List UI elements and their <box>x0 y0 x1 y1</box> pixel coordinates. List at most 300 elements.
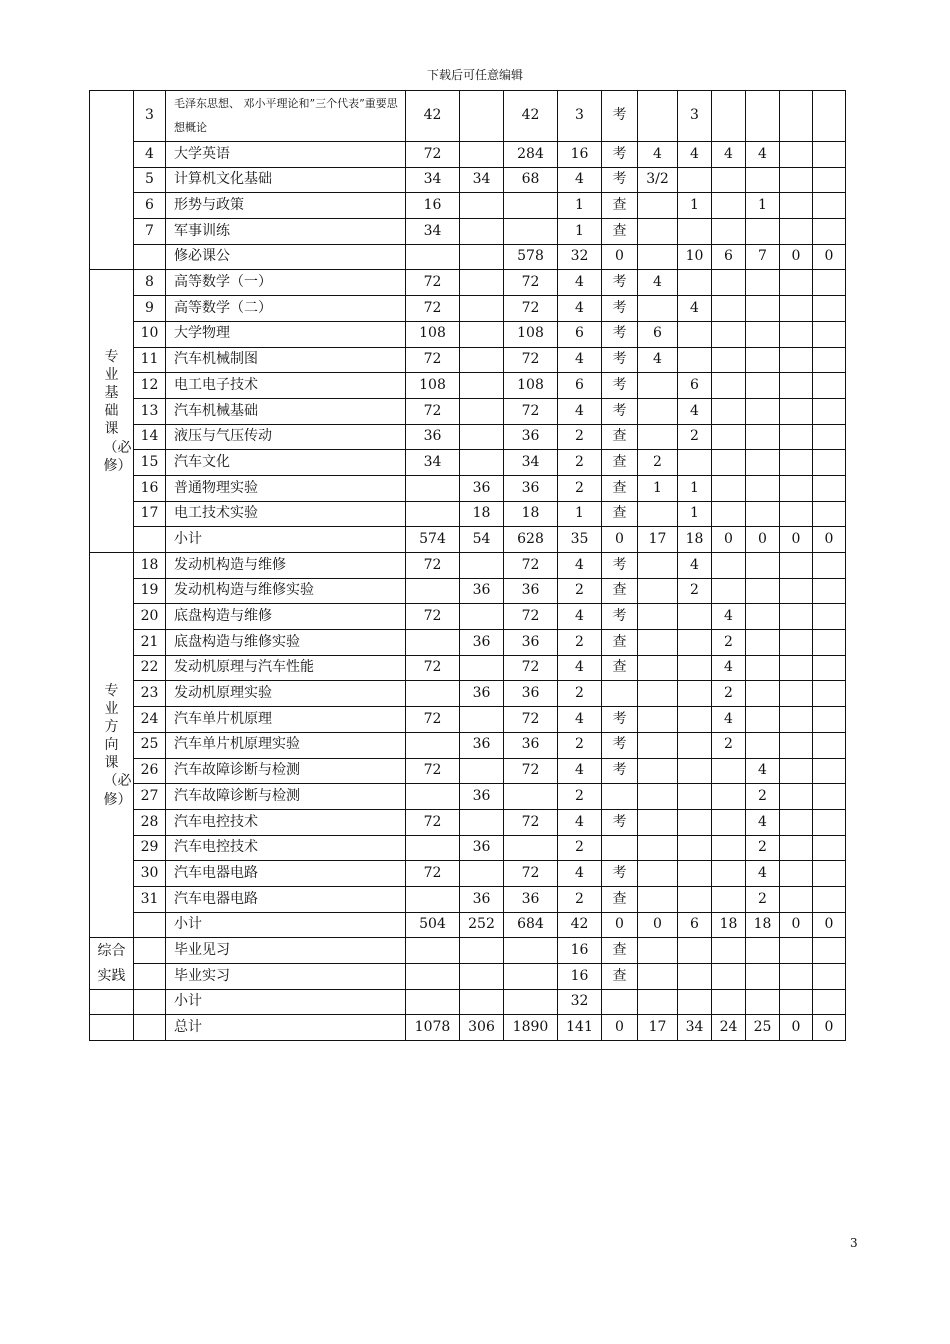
table-row <box>90 167 846 193</box>
row-number <box>134 938 166 964</box>
cell-s1 <box>638 809 678 835</box>
cell-practice <box>460 604 504 630</box>
cell-s2 <box>678 784 712 810</box>
cell-lecture <box>406 475 460 501</box>
cell-s1 <box>638 604 678 630</box>
cell-s2: 1 <box>678 501 712 527</box>
cell-lecture: 72 <box>406 398 460 424</box>
row-number: 25 <box>134 732 166 758</box>
cell-assess: 考 <box>602 91 638 142</box>
course-name: 汽车单片机原理 <box>166 707 406 733</box>
course-name: 汽车故障诊断与检测 <box>166 758 406 784</box>
category-cell: 综合实践 <box>90 938 134 989</box>
cell-practice: 36 <box>460 578 504 604</box>
cell-total: 684 <box>504 912 558 938</box>
row-number: 21 <box>134 630 166 656</box>
cell-s6 <box>813 398 846 424</box>
row-number: 19 <box>134 578 166 604</box>
cell-lecture <box>406 989 460 1015</box>
table-row <box>90 655 846 681</box>
cell-practice <box>460 219 504 245</box>
cell-lecture: 72 <box>406 296 460 322</box>
cell-s6 <box>813 373 846 399</box>
cell-s2: 34 <box>678 1015 712 1041</box>
course-name: 高等数学（一） <box>166 270 406 296</box>
course-name: 液压与气压传动 <box>166 424 406 450</box>
row-number: 27 <box>134 784 166 810</box>
cell-assess: 0 <box>602 527 638 553</box>
cell-practice <box>460 861 504 887</box>
cell-credit: 2 <box>558 424 602 450</box>
category-label: 专业基础课（必修） <box>103 348 132 474</box>
cell-credit: 4 <box>558 861 602 887</box>
cell-total <box>504 964 558 990</box>
cell-s5 <box>780 604 813 630</box>
cell-s2 <box>678 809 712 835</box>
cell-s1 <box>638 630 678 656</box>
row-number: 7 <box>134 219 166 245</box>
cell-practice <box>460 270 504 296</box>
cell-total: 36 <box>504 681 558 707</box>
cell-s2: 4 <box>678 553 712 579</box>
cell-s5 <box>780 142 813 168</box>
cell-assess: 考 <box>602 707 638 733</box>
cell-assess <box>602 784 638 810</box>
cell-s2 <box>678 630 712 656</box>
cell-s6 <box>813 989 846 1015</box>
cell-s2: 1 <box>678 475 712 501</box>
cell-lecture <box>406 501 460 527</box>
row-number: 5 <box>134 167 166 193</box>
cell-assess: 查 <box>602 938 638 964</box>
cell-s3 <box>712 347 746 373</box>
cell-s2 <box>678 681 712 707</box>
cell-lecture: 72 <box>406 707 460 733</box>
cell-practice: 36 <box>460 886 504 912</box>
cell-assess: 查 <box>602 475 638 501</box>
row-number: 30 <box>134 861 166 887</box>
cell-credit: 3 <box>558 91 602 142</box>
cell-s3: 4 <box>712 142 746 168</box>
cell-s2 <box>678 938 712 964</box>
cell-lecture <box>406 681 460 707</box>
cell-s1 <box>638 861 678 887</box>
cell-s1: 4 <box>638 142 678 168</box>
cell-lecture: 72 <box>406 270 460 296</box>
cell-total: 578 <box>504 244 558 270</box>
cell-s6 <box>813 835 846 861</box>
cell-s1: 17 <box>638 527 678 553</box>
row-number: 28 <box>134 809 166 835</box>
cell-s1 <box>638 784 678 810</box>
cell-practice: 36 <box>460 784 504 810</box>
cell-s1 <box>638 835 678 861</box>
cell-assess: 考 <box>602 809 638 835</box>
cell-credit: 1 <box>558 219 602 245</box>
table-row <box>90 450 846 476</box>
cell-lecture <box>406 886 460 912</box>
cell-practice: 36 <box>460 475 504 501</box>
cell-s6 <box>813 655 846 681</box>
cell-s4 <box>746 681 780 707</box>
row-number: 10 <box>134 321 166 347</box>
cell-total: 36 <box>504 886 558 912</box>
row-number: 31 <box>134 886 166 912</box>
cell-total: 42 <box>504 91 558 142</box>
row-number: 14 <box>134 424 166 450</box>
course-name: 计算机文化基础 <box>166 167 406 193</box>
table-row <box>90 938 846 964</box>
cell-s6 <box>813 501 846 527</box>
cell-s6 <box>813 758 846 784</box>
cell-practice <box>460 193 504 219</box>
cell-practice <box>460 809 504 835</box>
cell-s4 <box>746 707 780 733</box>
cell-assess: 考 <box>602 553 638 579</box>
cell-s5 <box>780 91 813 142</box>
cell-s6 <box>813 424 846 450</box>
cell-credit: 4 <box>558 707 602 733</box>
cell-assess: 查 <box>602 219 638 245</box>
cell-s5 <box>780 732 813 758</box>
cell-practice <box>460 758 504 784</box>
cell-practice: 36 <box>460 732 504 758</box>
cell-s1 <box>638 91 678 142</box>
row-number <box>134 912 166 938</box>
cell-s2 <box>678 861 712 887</box>
empty-cell <box>134 989 166 1015</box>
cell-lecture: 72 <box>406 809 460 835</box>
cell-practice <box>460 373 504 399</box>
row-number: 9 <box>134 296 166 322</box>
cell-practice: 36 <box>460 630 504 656</box>
cell-s4 <box>746 553 780 579</box>
cell-s1 <box>638 424 678 450</box>
cell-lecture: 72 <box>406 347 460 373</box>
cell-s6 <box>813 475 846 501</box>
cell-credit: 16 <box>558 964 602 990</box>
cell-s5 <box>780 193 813 219</box>
table-row <box>90 296 846 322</box>
cell-s6 <box>813 321 846 347</box>
cell-s5 <box>780 450 813 476</box>
cell-assess: 考 <box>602 758 638 784</box>
table-row <box>90 784 846 810</box>
cell-s4 <box>746 373 780 399</box>
cell-s5 <box>780 989 813 1015</box>
row-number <box>134 964 166 990</box>
cell-lecture: 574 <box>406 527 460 553</box>
category-cell <box>90 91 134 270</box>
table-row <box>90 964 846 990</box>
cell-s4 <box>746 604 780 630</box>
cell-credit: 16 <box>558 142 602 168</box>
cell-assess: 查 <box>602 450 638 476</box>
cell-s3 <box>712 938 746 964</box>
cell-s1 <box>638 655 678 681</box>
table-row <box>90 604 846 630</box>
cell-s5 <box>780 630 813 656</box>
course-name: 汽车电控技术 <box>166 809 406 835</box>
cell-practice <box>460 938 504 964</box>
cell-s2: 6 <box>678 912 712 938</box>
course-name: 汽车文化 <box>166 450 406 476</box>
table-row <box>90 578 846 604</box>
empty-cell <box>90 1015 134 1041</box>
course-name: 汽车电器电路 <box>166 886 406 912</box>
cell-practice: 252 <box>460 912 504 938</box>
cell-s2 <box>678 604 712 630</box>
cell-assess: 查 <box>602 424 638 450</box>
page-number: 3 <box>850 1236 858 1250</box>
course-name: 形势与政策 <box>166 193 406 219</box>
cell-credit: 2 <box>558 578 602 604</box>
course-name: 高等数学（二） <box>166 296 406 322</box>
row-number: 18 <box>134 553 166 579</box>
cell-s4: 1 <box>746 193 780 219</box>
cell-total: 628 <box>504 527 558 553</box>
cell-s3: 18 <box>712 912 746 938</box>
cell-s2 <box>678 321 712 347</box>
course-name: 汽车电器电路 <box>166 861 406 887</box>
row-number <box>134 244 166 270</box>
cell-total: 72 <box>504 347 558 373</box>
cell-s1 <box>638 398 678 424</box>
cell-s5 <box>780 655 813 681</box>
course-name: 发动机构造与维修 <box>166 553 406 579</box>
cell-assess: 考 <box>602 142 638 168</box>
cell-lecture <box>406 630 460 656</box>
cell-s5 <box>780 835 813 861</box>
cell-s1 <box>638 578 678 604</box>
course-name: 汽车电控技术 <box>166 835 406 861</box>
cell-s4: 18 <box>746 912 780 938</box>
cell-lecture: 72 <box>406 758 460 784</box>
cell-s5 <box>780 475 813 501</box>
cell-s3 <box>712 989 746 1015</box>
cell-s3 <box>712 321 746 347</box>
cell-total: 34 <box>504 450 558 476</box>
cell-practice: 36 <box>460 835 504 861</box>
cell-s1: 4 <box>638 270 678 296</box>
cell-lecture: 34 <box>406 219 460 245</box>
cell-s1 <box>638 964 678 990</box>
cell-s2 <box>678 886 712 912</box>
course-name: 毕业见习 <box>166 938 406 964</box>
cell-practice: 34 <box>460 167 504 193</box>
cell-assess: 考 <box>602 167 638 193</box>
cell-total: 36 <box>504 630 558 656</box>
cell-s3: 4 <box>712 604 746 630</box>
cell-practice: 306 <box>460 1015 504 1041</box>
cell-s2 <box>678 270 712 296</box>
cell-assess: 考 <box>602 296 638 322</box>
cell-s3 <box>712 424 746 450</box>
cell-s4 <box>746 964 780 990</box>
cell-s3 <box>712 835 746 861</box>
cell-s1 <box>638 707 678 733</box>
cell-practice <box>460 142 504 168</box>
cell-credit: 2 <box>558 630 602 656</box>
cell-s6 <box>813 193 846 219</box>
row-number: 16 <box>134 475 166 501</box>
cell-s6 <box>813 142 846 168</box>
cell-total: 108 <box>504 321 558 347</box>
cell-s1 <box>638 373 678 399</box>
cell-credit: 42 <box>558 912 602 938</box>
page-header: 下载后可任意编辑 <box>426 68 523 82</box>
cell-s6: 0 <box>813 244 846 270</box>
cell-s4 <box>746 501 780 527</box>
cell-s3 <box>712 475 746 501</box>
cell-s3 <box>712 501 746 527</box>
cell-s5 <box>780 707 813 733</box>
course-name: 电工电子技术 <box>166 373 406 399</box>
cell-credit: 4 <box>558 758 602 784</box>
cell-total: 72 <box>504 758 558 784</box>
cell-s5 <box>780 964 813 990</box>
cell-s6: 0 <box>813 527 846 553</box>
course-name: 发动机原理与汽车性能 <box>166 655 406 681</box>
cell-s4 <box>746 219 780 245</box>
cell-s4: 2 <box>746 886 780 912</box>
cell-total <box>504 835 558 861</box>
cell-s1: 0 <box>638 912 678 938</box>
cell-total: 36 <box>504 424 558 450</box>
cell-s4 <box>746 424 780 450</box>
cell-total: 72 <box>504 707 558 733</box>
cell-practice <box>460 964 504 990</box>
row-number: 29 <box>134 835 166 861</box>
course-name: 发动机原理实验 <box>166 681 406 707</box>
table-row <box>90 398 846 424</box>
cell-s5 <box>780 938 813 964</box>
table-row <box>90 219 846 245</box>
cell-s6: 0 <box>813 1015 846 1041</box>
cell-s4 <box>746 732 780 758</box>
cell-lecture: 16 <box>406 193 460 219</box>
cell-s4: 4 <box>746 142 780 168</box>
cell-assess: 考 <box>602 732 638 758</box>
table-row <box>90 142 846 168</box>
cell-s5 <box>780 758 813 784</box>
cell-s2 <box>678 347 712 373</box>
cell-s3 <box>712 373 746 399</box>
row-number: 13 <box>134 398 166 424</box>
course-name: 军事训练 <box>166 219 406 245</box>
cell-s2: 4 <box>678 398 712 424</box>
cell-s3: 6 <box>712 244 746 270</box>
cell-s5: 0 <box>780 1015 813 1041</box>
cell-total: 36 <box>504 578 558 604</box>
cell-assess: 考 <box>602 398 638 424</box>
cell-s4 <box>746 938 780 964</box>
cell-s3: 0 <box>712 527 746 553</box>
cell-assess: 查 <box>602 886 638 912</box>
cell-total: 18 <box>504 501 558 527</box>
cell-s3 <box>712 219 746 245</box>
cell-assess: 考 <box>602 861 638 887</box>
table-row <box>90 91 846 142</box>
course-name: 毛泽东思想、 邓小平理论和”三个代表”重要思想概论 <box>166 91 406 142</box>
row-number: 11 <box>134 347 166 373</box>
cell-total: 72 <box>504 809 558 835</box>
cell-s4: 7 <box>746 244 780 270</box>
cell-s4 <box>746 475 780 501</box>
cell-s1: 3/2 <box>638 167 678 193</box>
cell-assess: 查 <box>602 501 638 527</box>
cell-s1 <box>638 681 678 707</box>
cell-s3 <box>712 296 746 322</box>
course-name: 毕业实习 <box>166 964 406 990</box>
cell-s6 <box>813 732 846 758</box>
cell-s4 <box>746 347 780 373</box>
cell-assess: 考 <box>602 321 638 347</box>
cell-credit: 2 <box>558 835 602 861</box>
cell-lecture: 72 <box>406 655 460 681</box>
cell-s5: 0 <box>780 912 813 938</box>
table-row <box>90 912 846 938</box>
cell-s5 <box>780 861 813 887</box>
table-row <box>90 630 846 656</box>
cell-s2: 18 <box>678 527 712 553</box>
practice-subtotal-row <box>90 989 846 1015</box>
cell-s5 <box>780 167 813 193</box>
total-label: 总计 <box>166 1015 406 1041</box>
cell-credit: 4 <box>558 604 602 630</box>
cell-total <box>504 193 558 219</box>
cell-s3 <box>712 578 746 604</box>
cell-lecture: 72 <box>406 861 460 887</box>
cell-s6 <box>813 707 846 733</box>
course-name: 电工技术实验 <box>166 501 406 527</box>
cell-s6 <box>813 938 846 964</box>
cell-lecture: 108 <box>406 373 460 399</box>
cell-lecture: 34 <box>406 450 460 476</box>
cell-practice <box>460 989 504 1015</box>
course-name: 大学物理 <box>166 321 406 347</box>
course-name: 汽车机械制图 <box>166 347 406 373</box>
cell-lecture <box>406 578 460 604</box>
cell-s2: 10 <box>678 244 712 270</box>
cell-s2 <box>678 732 712 758</box>
cell-s1 <box>638 758 678 784</box>
row-number <box>134 527 166 553</box>
cell-s2: 4 <box>678 296 712 322</box>
cell-credit: 4 <box>558 347 602 373</box>
cell-lecture: 34 <box>406 167 460 193</box>
cell-s4 <box>746 655 780 681</box>
cell-practice <box>460 244 504 270</box>
cell-s2 <box>678 758 712 784</box>
cell-assess <box>602 989 638 1015</box>
cell-assess: 查 <box>602 578 638 604</box>
cell-total: 72 <box>504 655 558 681</box>
cell-s3: 4 <box>712 655 746 681</box>
cell-lecture <box>406 938 460 964</box>
cell-credit: 4 <box>558 296 602 322</box>
cell-s4 <box>746 450 780 476</box>
cell-s6 <box>813 167 846 193</box>
table-row <box>90 193 846 219</box>
row-number: 6 <box>134 193 166 219</box>
row-number: 26 <box>134 758 166 784</box>
cell-credit: 1 <box>558 193 602 219</box>
cell-s2 <box>678 835 712 861</box>
course-name: 汽车单片机原理实验 <box>166 732 406 758</box>
row-number: 3 <box>134 91 166 142</box>
cell-assess: 查 <box>602 655 638 681</box>
